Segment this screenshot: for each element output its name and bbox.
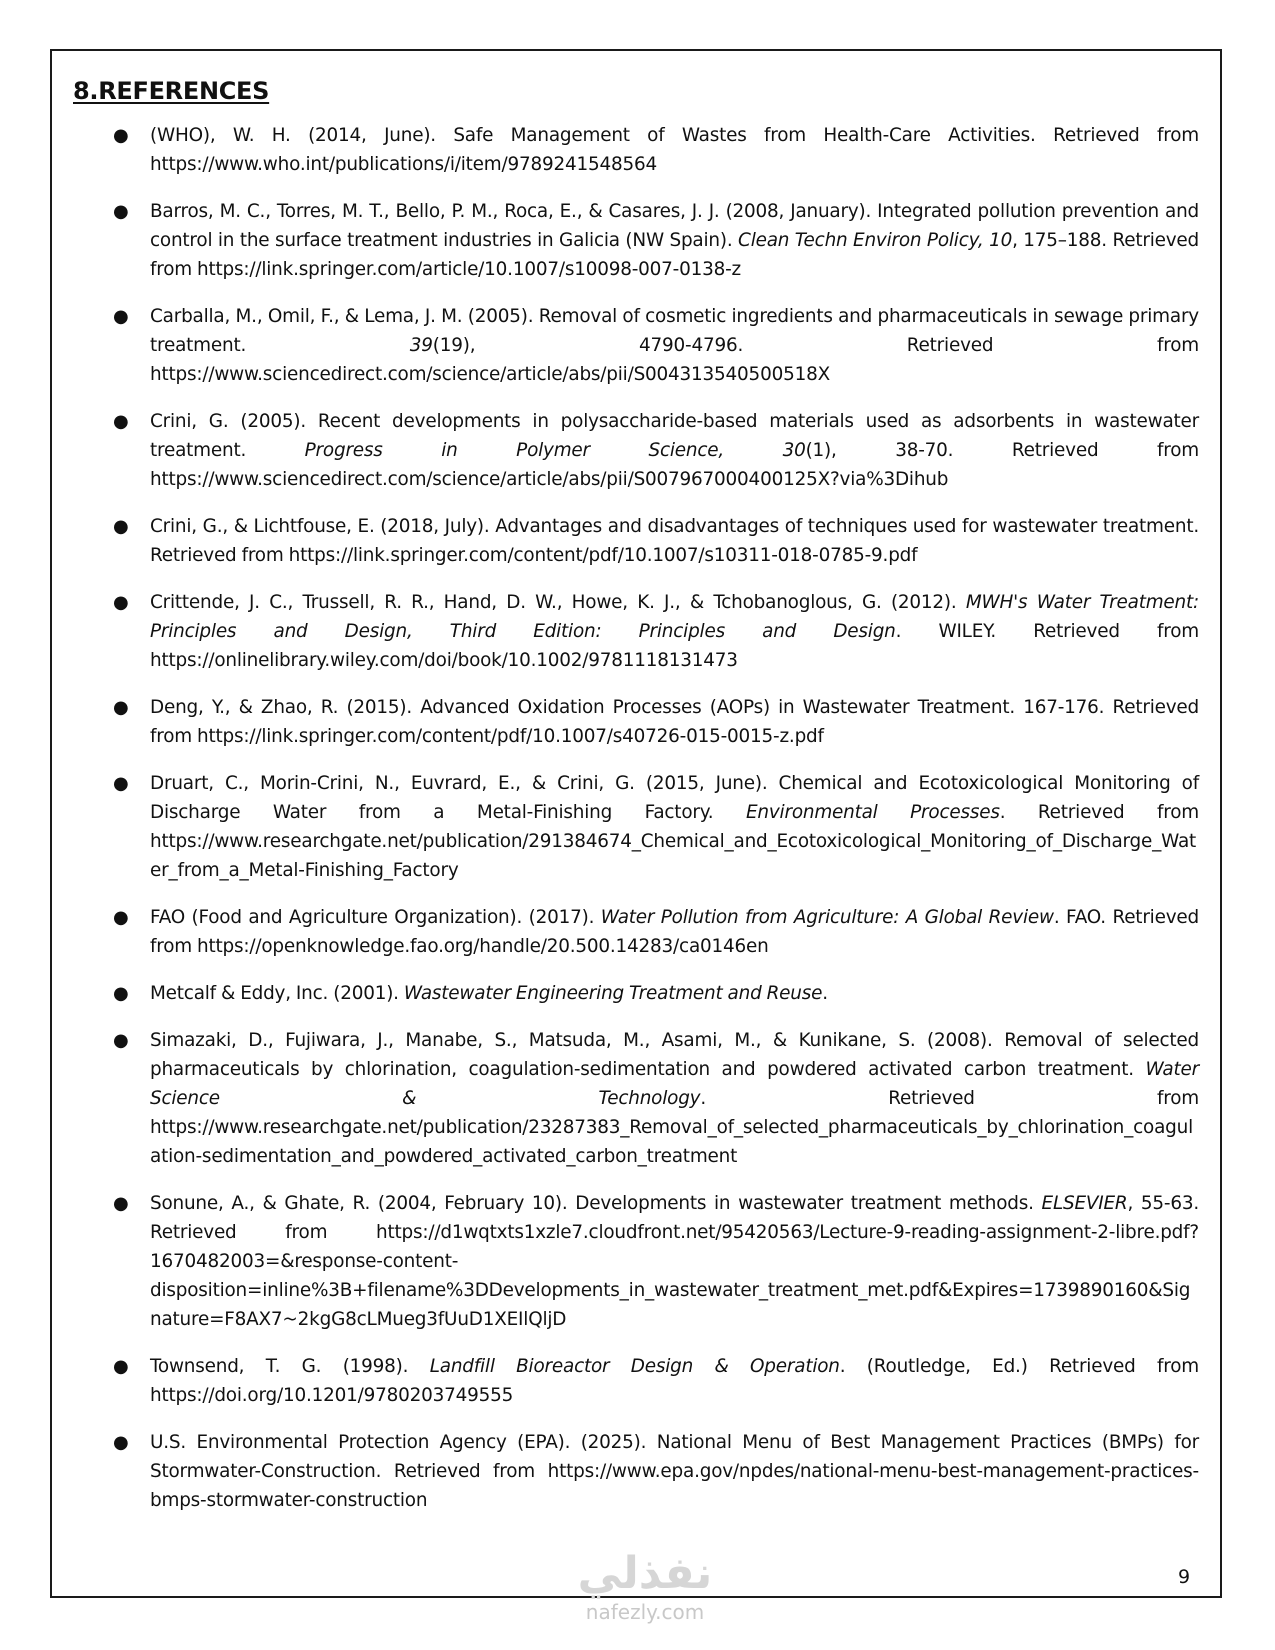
reference-text-tail: . (Routledge, Ed.) Retrieved from https://doi.org/10.1201/9780203749555 [150,1356,1199,1406]
reference-text-tail: (1), 38-70. Retrieved from https://www.sciencedirect.com/science/article/abs/pii/S007967000400125X?via%3Dihub [150,440,1199,490]
bullet-icon: ● [113,1356,129,1377]
reference-source: Clean Techn Environ Policy, 10 [738,230,1013,251]
reference-item-crini-2005 [113,407,1199,494]
reference-item-simazaki [113,1026,1199,1171]
reference-item-carballa [113,302,1199,389]
reference-text: Deng, Y., & Zhao, R. (2015). Advanced Oxidation Processes (AOPs) in Wastewater Treatment. 167-176. Retrieved from https://link.springer.com/content/pdf/10.1007/s40726-015-0015-z.pdf [150,697,1199,747]
reference-source: Environmental Processes [745,802,1000,823]
reference-text-tail: . WILEY. Retrieved from https://onlinelibrary.wiley.com/doi/book/10.1002/9781118131473 [150,621,1199,671]
bullet-icon: ● [113,125,129,146]
reference-item-epa [113,1428,1199,1515]
reference-text: (WHO), W. H. (2014, June). Safe Management of Wastes from Health-Care Activities. Retrieved from https://www.who.int/publications/i/item/9789241548564 [150,125,1199,175]
reference-text-tail: . [822,983,828,1004]
reference-item-barros [113,197,1199,284]
reference-list [113,121,1199,1533]
reference-source: Wastewater Engineering Treatment and Reuse [403,983,823,1004]
reference-text-tail: , 55-63. Retrieved from https://d1wqtxts1xzle7.cloudfront.net/95420563/Lecture-9-reading-assignment-2-libre.pdf?1670482003=&response-content-disposition=inline%3B+filename%3DDevelopments_in_wastewater_treatment_met.pdf&Expires=1739890160&Signature=F8AX7~2kgG8cLMueg3fUuD1XEIlQljD [150,1193,1200,1330]
reference-text: Crittende, J. C., Trussell, R. R., Hand, D. W., Howe, K. J., & Tchobanoglous, G. (2012). [150,592,966,613]
reference-text: Carballa, M., Omil, F., & Lema, J. M. (2005). Removal of cosmetic ingredients and pharmaceuticals in sewage primary treatment. [150,306,1199,356]
watermark-logo [560,1548,730,1624]
reference-source: ELSEVIER [1041,1193,1128,1214]
reference-item-townsend [113,1352,1199,1410]
reference-text: Crini, G., & Lichtfouse, E. (2018, July). Advantages and disadvantages of techniques used for wastewater treatment. Retrieved from https://link.springer.com/content/pdf/10.1007/s10311-018-0785-9.pdf [150,516,1199,566]
bullet-icon: ● [113,773,129,794]
bullet-icon: ● [113,411,129,432]
reference-item-fao [113,903,1199,961]
reference-item-druart [113,769,1199,885]
watermark-latin-text: nafezly.com [585,1600,705,1624]
reference-source: Water Science & Technology [150,1059,1199,1109]
reference-source: Water Pollution from Agriculture: A Global Review [600,907,1054,928]
section-heading: 8.REFERENCES [73,77,270,105]
bullet-icon: ● [113,1432,129,1453]
reference-text: Druart, C., Morin-Crini, N., Euvrard, E., & Crini, G. (2015, June). Chemical and Ecotoxicological Monitoring of Discharge Water from a Metal-Finishing Factory. [150,773,1199,823]
reference-item-crittende [113,588,1199,675]
reference-text-tail: . Retrieved from https://www.researchgate.net/publication/23287383_Removal_of_selected_pharmaceuticals_by_chlorination_coagulation-sedimentation_and_powdered_activated_carbon_treatment [150,1088,1199,1167]
reference-item-deng [113,693,1199,751]
reference-text: Simazaki, D., Fujiwara, J., Manabe, S., Matsuda, M., Asami, M., & Kunikane, S. (2008). Removal of selected pharmaceuticals by chlorination, coagulation-sedimentation and powdered activated carbon treatment. [150,1030,1199,1080]
bullet-icon: ● [113,306,129,327]
reference-text: Townsend, T. G. (1998). [150,1356,430,1377]
reference-source: Progress in Polymer Science, 30 [304,440,806,461]
reference-source: 39 [409,335,433,356]
reference-text-tail: (19), 4790-4796. Retrieved from https://www.sciencedirect.com/science/article/abs/pii/S004313540500518X [150,335,1200,385]
bullet-icon: ● [113,592,129,613]
bullet-icon: ● [113,1030,129,1051]
reference-text: Crini, G. (2005). Recent developments in polysaccharide-based materials used as adsorbents in wastewater treatment. [150,411,1199,461]
reference-item-who [113,121,1199,179]
bullet-icon: ● [113,516,129,537]
reference-source: MWH's Water Treatment: Principles and Design, Third Edition: Principles and Design [150,592,1200,642]
watermark-arabic-text: نفذلي [577,1548,713,1599]
page-number: 9 [1178,1566,1191,1588]
reference-text: U.S. Environmental Protection Agency (EPA). (2025). National Menu of Best Management Practices (BMPs) for Stormwater-Construction. Retrieved from https://www.epa.gov/npdes/national-menu-best-management-practices-bmps-stormwater-construction [150,1432,1199,1511]
reference-text-tail: , 175–188. Retrieved from https://link.springer.com/article/10.1007/s10098-007-0138-z [150,230,1200,280]
bullet-icon: ● [113,697,129,718]
reference-text-tail: . Retrieved from https://www.researchgate.net/publication/291384674_Chemical_and_Ecotoxicological_Monitoring_of_Discharge_Water_from_a_Metal-Finishing_Factory [150,802,1199,881]
bullet-icon: ● [113,907,129,928]
reference-text: FAO (Food and Agriculture Organization). (2017). [150,907,601,928]
bullet-icon: ● [113,201,129,222]
bullet-icon: ● [113,983,129,1004]
reference-text-tail: . FAO. Retrieved from https://openknowledge.fao.org/handle/20.500.14283/ca0146en [150,907,1199,957]
reference-text: Barros, M. C., Torres, M. T., Bello, P. M., Roca, E., & Casares, J. J. (2008, January). Integrated pollution prevention and control in the surface treatment industries in Galicia (NW Spain). [150,201,1199,251]
bullet-icon: ● [113,1193,129,1214]
reference-item-sonune [113,1189,1199,1334]
reference-item-metcalf [113,979,1199,1008]
reference-item-crini-2018 [113,512,1199,570]
reference-text: Sonune, A., & Ghate, R. (2004, February 10). Developments in wastewater treatment methods. [150,1193,1042,1214]
reference-source: Landfill Bioreactor Design & Operation [429,1356,840,1377]
reference-text: Metcalf & Eddy, Inc. (2001). [150,983,404,1004]
